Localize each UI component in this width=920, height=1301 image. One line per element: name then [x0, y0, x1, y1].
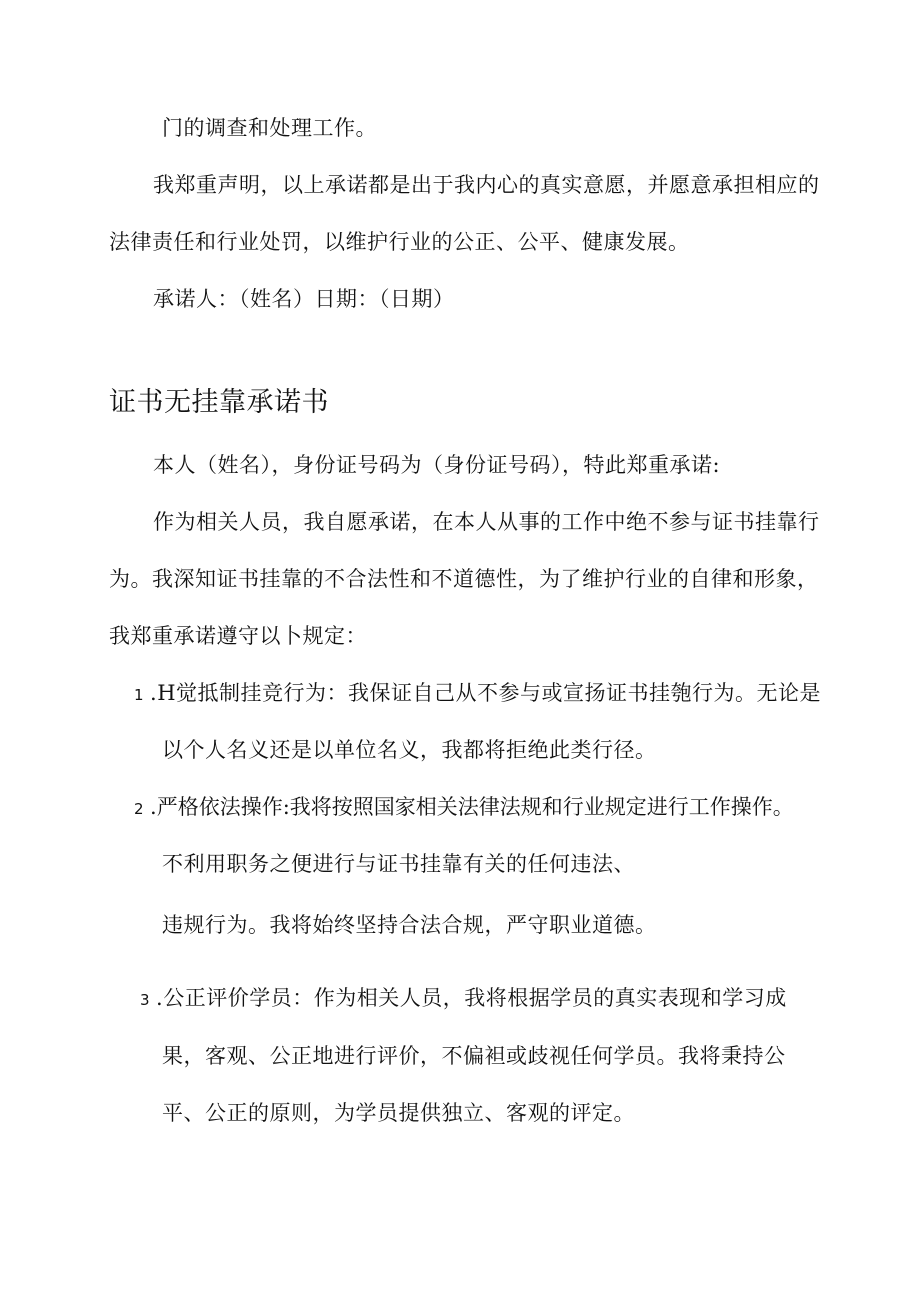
list-item-line: [134, 793, 794, 823]
list-item-number: 2: [134, 800, 145, 818]
list-item-line: 平、公正的原则，为学员提供独立、客观的评定。: [162, 1101, 635, 1125]
intro-line: 本人（姓名），身份证号码为（身份证号码），特此郑重承诺:: [153, 453, 721, 477]
intro-line: 为。我深知证书挂靠的不合法性和不道德性，为了维护行业的自律和形象，: [109, 567, 819, 591]
section-title: 证书无挂靠承诺书: [109, 387, 329, 418]
list-item-line: 以个人名义还是以单位名义，我都将拒绝此类行径。: [162, 738, 657, 762]
list-item-text: .H觉抵制挂竞行为：我保证自己从不参与或宣扬证书挂匏行为。无论是: [150, 681, 822, 705]
list-item-line: [140, 984, 787, 1014]
list-item-line: 不利用职务之便进行与证书挂靠有关的任何违法、: [162, 852, 635, 876]
list-item-text: .公正评价学员：作为相关人员，我将根据学员的真实表现和学习成: [156, 986, 787, 1010]
list-item-text: .严格依法操作:我将按照国家相关法律法规和行业规定进行工作操作。: [150, 795, 794, 819]
intro-line: 我郑重承诺遵守以卜规定：: [109, 624, 367, 648]
list-item-number: 3: [140, 991, 151, 1009]
signature-line: 承诺人：（姓名）日期：（日期）: [153, 287, 455, 311]
list-item-line: 违规行为。我将始终坚持合法合规，严守职业道德。: [162, 913, 657, 937]
list-item-number: 1: [134, 686, 145, 704]
paragraph-line: 法律责任和行业处罚，以维护行业的公正、公平、健康发展。: [109, 230, 690, 254]
list-item-line: 果，客观、公正地进行评价，不偏袒或歧视任何学员。我将秉持公: [162, 1044, 786, 1068]
paragraph-line: 门的调查和处理工作。: [162, 116, 377, 140]
list-item-line: [134, 679, 821, 709]
intro-line: 作为相关人员，我自愿承诺，在本人从事的工作中绝不参与证书挂靠行: [153, 510, 820, 534]
paragraph-line: 我郑重声明，以上承诺都是出于我内心的真实意愿，并愿意承担相应的: [153, 173, 820, 197]
